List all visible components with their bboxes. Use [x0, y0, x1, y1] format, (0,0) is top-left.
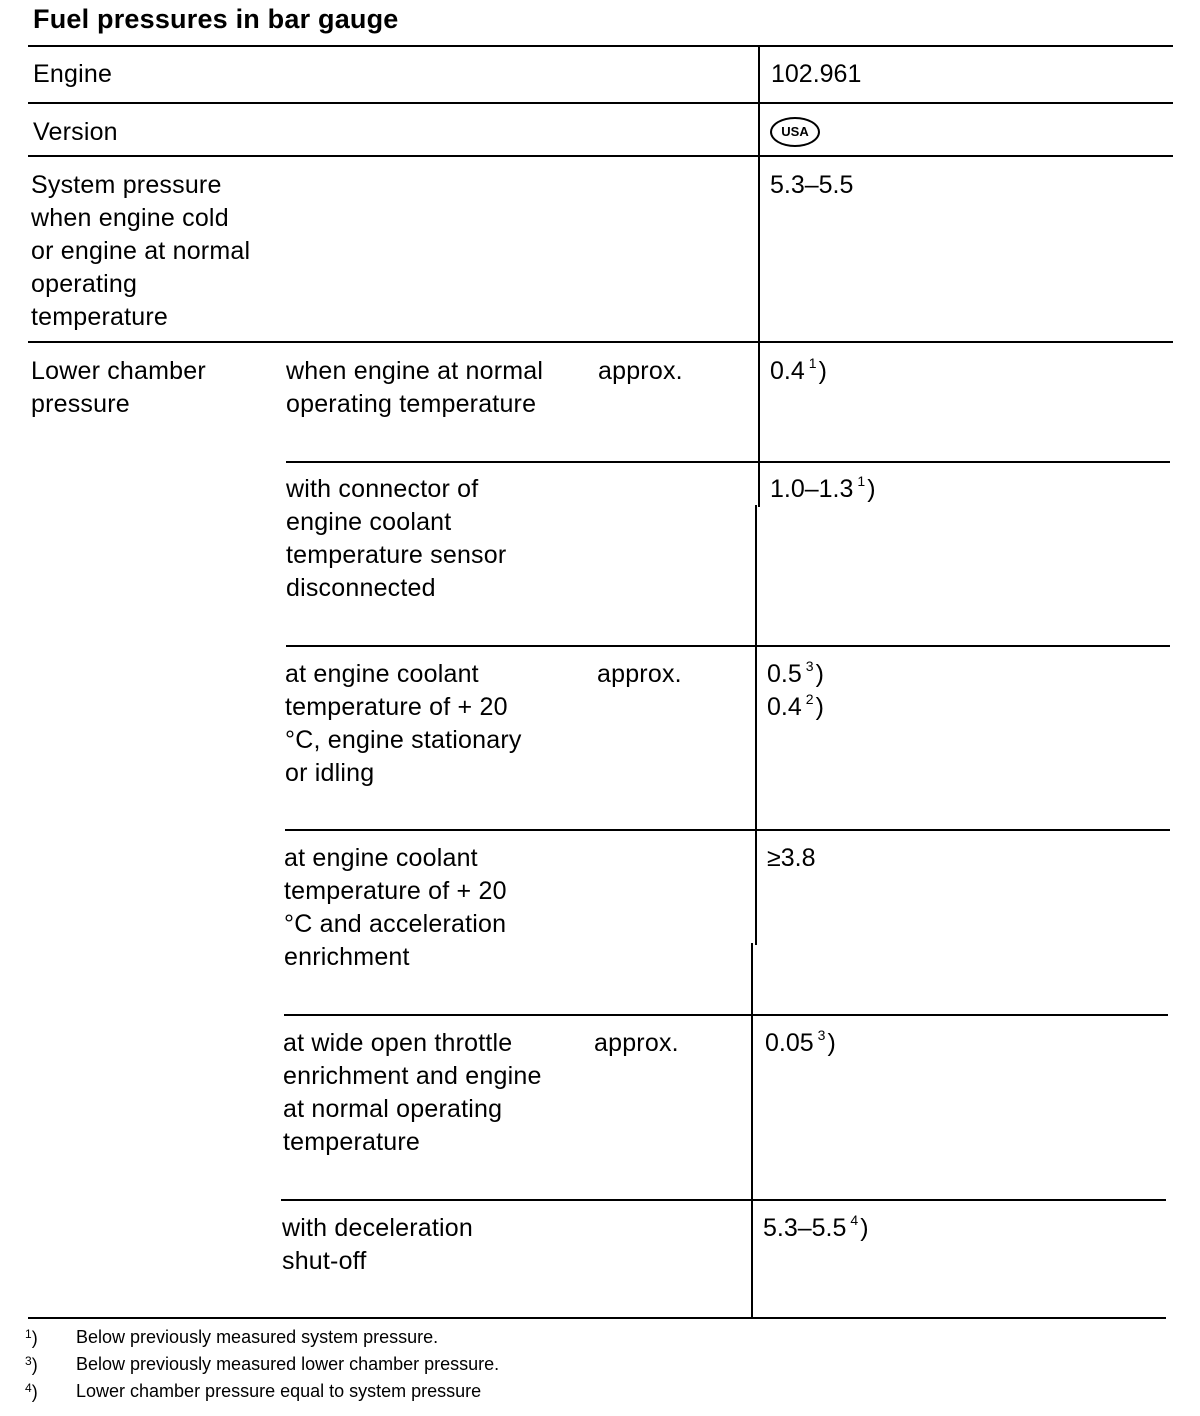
condition-text: at engine coolant temperature of + 20 °C and acceleration enrichment [284, 844, 507, 971]
table-rule-cond-5 [281, 1199, 1166, 1201]
condition-text: with connector of engine coolant temperature sensor disconnected [286, 475, 507, 602]
condition-value: 1.0–1.3 $^1$) [770, 473, 876, 503]
version-label: Version [33, 118, 118, 146]
condition-text: at wide open throttle enrichment and engine at normal operating temperature [283, 1029, 542, 1156]
condition-value: 0.5 $^3$) [767, 658, 824, 688]
table-rule-cond-2 [286, 645, 1170, 647]
system-pressure-value: 5.3–5.5 [770, 171, 854, 199]
table-rule-bottom [28, 1317, 1166, 1319]
condition-value: ≥3.8 [767, 844, 816, 872]
condition-value: 0.4 $^1$) [770, 355, 827, 385]
page-title: Fuel pressures in bar gauge [33, 4, 399, 34]
footnote-text: Below previously measured lower chamber pressure. [76, 1354, 500, 1374]
table-column-divider-lower [755, 505, 757, 945]
condition-text: when engine at normal operating temperature [286, 357, 544, 418]
table-rule-system [28, 341, 1173, 343]
approx-label: approx. [597, 660, 682, 688]
condition-text: with deceleration shut-off [282, 1214, 474, 1275]
footnote-mark: $^4$) [25, 1381, 38, 1402]
condition-value: 0.05 $^3$) [765, 1027, 836, 1057]
approx-label: approx. [594, 1029, 679, 1057]
usa-badge: USA [770, 117, 820, 147]
condition-value: 5.3–5.5 $^4$) [763, 1212, 869, 1242]
footnote-mark: $^3$) [25, 1354, 38, 1375]
system-pressure-label: System pressure when engine cold or engine at normal operating temperature [31, 171, 251, 331]
condition-value: 0.4 $^2$) [767, 691, 824, 721]
table-rule-engine [28, 102, 1173, 104]
approx-label: approx. [598, 357, 683, 385]
footnote-text: Below previously measured system pressure. [76, 1327, 439, 1347]
lower-chamber-label: Lower chamber pressure [31, 357, 206, 418]
table-rule-version [28, 155, 1173, 157]
table-column-divider [758, 45, 760, 507]
table-column-divider-bottom [751, 943, 753, 1319]
table-rule-top [28, 45, 1173, 47]
table-rule-cond-3 [285, 829, 1170, 831]
table-rule-cond-4 [284, 1014, 1168, 1016]
engine-value: 102.961 [771, 60, 862, 88]
engine-label: Engine [33, 60, 113, 88]
condition-text: at engine coolant temperature of + 20 °C, engine stationary or idling [285, 660, 522, 787]
footnote-text: Lower chamber pressure equal to system pressure [76, 1381, 482, 1401]
footnote-mark: $^1$) [25, 1327, 38, 1348]
table-rule-cond-1 [286, 461, 1170, 463]
